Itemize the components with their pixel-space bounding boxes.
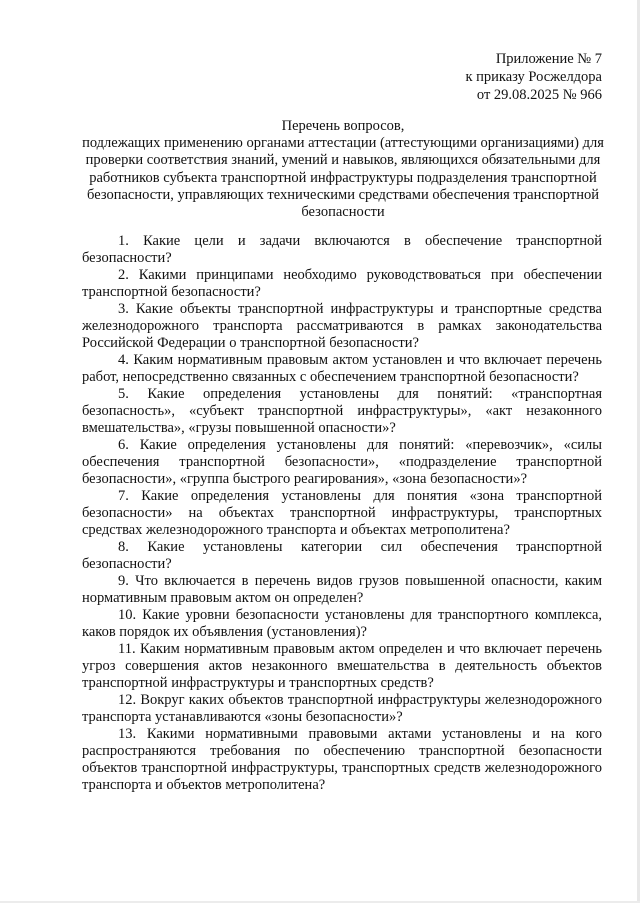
question-text: Каким нормативным правовым актом установлен и что включает перечень работ, непосредственно связанных с обеспечением транспортной безопасности? bbox=[82, 352, 602, 385]
question-item bbox=[82, 539, 602, 573]
question-item bbox=[82, 267, 602, 301]
title-line-3: проверки соответствия знаний, умений и навыков, являющихся обязательными для bbox=[85, 152, 601, 169]
title-line-2: подлежащих применению органами аттестации (аттестующими организациями) для bbox=[82, 135, 604, 152]
question-item bbox=[82, 573, 602, 607]
question-number: 9. bbox=[118, 573, 129, 589]
question-text: Какие определения установлены для понятий: «перевозчик», «силы обеспечения транспортной безопасности», «подразделение транспортной безопасности», «группа быстрого реагирования», «зона безопасности»? bbox=[82, 437, 602, 487]
question-text: Какие цели и задачи включаются в обеспечение транспортной безопасности? bbox=[82, 233, 602, 266]
question-number: 7. bbox=[118, 488, 129, 504]
question-number: 1. bbox=[118, 233, 129, 249]
question-number: 4. bbox=[118, 352, 129, 368]
title-line-1: Перечень вопросов, bbox=[281, 118, 405, 134]
question-text: Каким нормативным правовым актом определен и что включает перечень угроз совершения актов незаконного вмешательства в деятельность объектов транспортной инфраструктуры и транспортных средств? bbox=[82, 641, 602, 691]
question-number: 8. bbox=[118, 539, 129, 555]
question-number: 3. bbox=[118, 301, 129, 317]
question-text: Вокруг каких объектов транспортной инфраструктуры железнодорожного транспорта устанавливаются «зоны безопасности»? bbox=[82, 692, 602, 725]
question-item bbox=[82, 386, 602, 437]
question-text: Какие установлены категории сил обеспечения транспортной безопасности? bbox=[82, 539, 602, 572]
question-item bbox=[82, 233, 602, 267]
title-line-6: безопасности bbox=[301, 204, 385, 221]
question-text: Какие уровни безопасности установлены для транспортного комплекса, каков порядок их объявления (установления)? bbox=[82, 607, 602, 640]
question-number: 2. bbox=[118, 267, 129, 283]
question-number: 12. bbox=[118, 692, 137, 708]
question-text: Что включается в перечень видов грузов повышенной опасности, каким нормативным правовым актом он определен? bbox=[82, 573, 603, 606]
question-item bbox=[82, 352, 602, 386]
order-date: от 29.08.2025 № 966 bbox=[476, 87, 602, 103]
title-line-5: безопасности, управляющих техническими средствами обеспечения транспортной bbox=[87, 186, 599, 203]
question-item bbox=[82, 641, 602, 692]
appendix-header bbox=[465, 50, 602, 104]
question-text: Какие определения установлены для понятий: «транспортная безопасность», «субъект транспортной инфраструктуры», «акт незаконного вмешательства», «грузы повышенной опасности»? bbox=[82, 386, 602, 436]
question-number: 13. bbox=[118, 726, 137, 742]
question-item bbox=[82, 726, 602, 794]
question-item bbox=[82, 488, 602, 539]
question-text: Какими нормативными правовыми актами установлены и на кого распространяются требования по обеспечению транспортной безопасности объектов транспортной инфраструктуры, транспортных средств железнодорожного транспорта и объектов метрополитена? bbox=[82, 726, 602, 793]
question-item bbox=[82, 607, 602, 641]
question-item bbox=[82, 692, 602, 726]
title-line-4: работников субъекта транспортной инфраструктуры подразделения транспортной bbox=[89, 169, 597, 186]
question-item bbox=[82, 437, 602, 488]
question-text: Какие определения установлены для понятия «зона транспортной безопасности» на объектах транспортной инфраструктуры, транспортных средствах железнодорожного транспорта и объектах метрополитена? bbox=[82, 488, 602, 538]
question-text: Какие объекты транспортной инфраструктуры и транспортные средства железнодорожного транспорта рассматриваются в рамках законодательства Российской Федерации о транспортной безопасности? bbox=[82, 301, 602, 351]
question-number: 10. bbox=[118, 607, 137, 623]
appendix-number: Приложение № 7 bbox=[495, 51, 602, 67]
questions-list bbox=[82, 233, 602, 794]
question-number: 6. bbox=[118, 437, 129, 453]
document-title bbox=[78, 118, 608, 221]
question-number: 5. bbox=[118, 386, 129, 402]
question-item bbox=[82, 301, 602, 352]
question-text: Какими принципами необходимо руководствоваться при обеспечении транспортной безопасности? bbox=[82, 267, 602, 300]
question-number: 11. bbox=[118, 641, 136, 657]
order-reference: к приказу Росжелдора bbox=[465, 69, 602, 85]
